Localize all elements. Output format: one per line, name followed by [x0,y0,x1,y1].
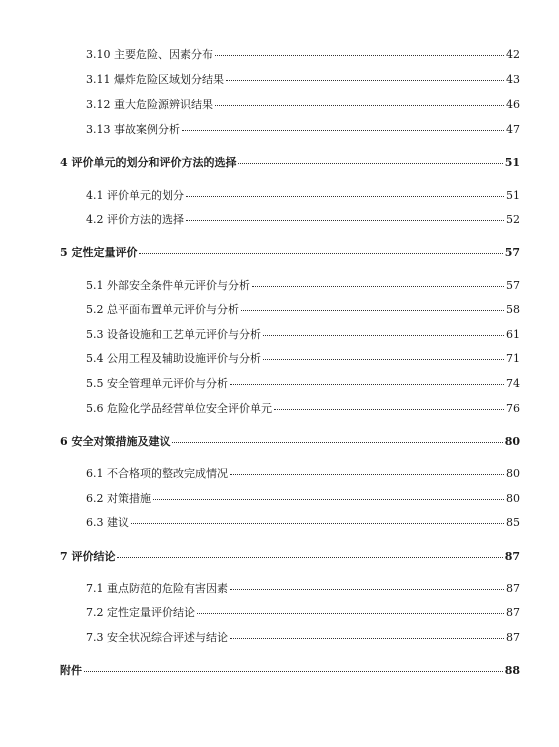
toc-entry-page: 80 [506,467,520,480]
toc-entry-page: 61 [506,328,520,341]
toc-entry-title: 7 评价结论 [60,550,116,563]
toc-entry-title: 3.13 事故案例分析 [86,123,180,136]
toc-entry-5-2[interactable] [86,303,520,317]
toc-entry-3-12[interactable] [86,98,520,112]
toc-entry-title: 4.1 评价单元的划分 [86,189,184,202]
toc-entry-title: 7.2 定性定量评价结论 [86,606,195,619]
toc-entry-title: 3.12 重大危险源辨识结果 [86,98,213,111]
toc-entry-title: 5 定性定量评价 [60,246,138,259]
toc-entry-page: 57 [506,279,520,292]
toc-entry-title: 6.1 不合格项的整改完成情况 [86,467,228,480]
toc-appendix[interactable] [60,664,520,678]
toc-entry-page: 42 [506,48,520,61]
toc-entry-title: 6.3 建议 [86,516,129,529]
toc-entry-4-2[interactable] [86,213,520,227]
dot-leader [172,442,502,443]
toc-entry-title: 5.3 设备设施和工艺单元评价与分析 [86,328,261,341]
dot-leader [230,589,504,590]
toc-entry-page: 85 [506,516,520,529]
toc-entry-5-1[interactable] [86,279,520,293]
dot-leader [153,499,504,500]
toc-entry-3-11[interactable] [86,73,520,87]
toc-entry-title: 7.3 安全状况综合评述与结论 [86,631,228,644]
toc-entry-page: 51 [504,156,520,169]
toc-entry-page: 57 [504,246,520,259]
toc-entry-title: 5.6 危险化学品经营单位安全评价单元 [86,402,272,415]
dot-leader [186,220,504,221]
toc-entry-title: 3.11 爆炸危险区域划分结果 [86,73,224,86]
toc-entry-3-10[interactable] [86,48,520,62]
dot-leader [197,613,504,614]
toc-entry-title: 3.10 主要危险、因素分布 [86,48,213,61]
toc-entry-7-1[interactable] [86,582,520,596]
toc-entry-page: 71 [506,352,520,365]
toc-entry-6-2[interactable] [86,492,520,506]
toc-entry-page: 47 [506,123,520,136]
dot-leader [215,55,504,56]
toc-entry-title: 5.4 公用工程及辅助设施评价与分析 [86,352,261,365]
toc-entry-page: 87 [506,606,520,619]
dot-leader [263,359,504,360]
toc-entry-page: 87 [504,550,520,563]
dot-leader [230,638,504,639]
toc-entry-5-3[interactable] [86,328,520,342]
dot-leader [238,163,502,164]
toc-entry-page: 46 [506,98,520,111]
toc-entry-page: 80 [504,435,520,448]
toc-entry-3-13[interactable] [86,123,520,137]
toc-chapter-7[interactable] [60,550,520,564]
dot-leader [182,130,504,131]
dot-leader [117,557,502,558]
toc-entry-7-3[interactable] [86,631,520,645]
toc-entry-page: 76 [506,402,520,415]
dot-leader [274,409,504,410]
dot-leader [226,80,504,81]
toc-chapter-5[interactable] [60,246,520,260]
toc-entry-title: 4 评价单元的划分和评价方法的选择 [60,156,237,169]
toc-entry-page: 88 [504,664,520,677]
toc-entry-page: 74 [506,377,520,390]
toc-entry-page: 87 [506,582,520,595]
dot-leader [139,253,502,254]
toc-chapter-4[interactable] [60,156,520,170]
toc-entry-page: 58 [506,303,520,316]
toc-entry-title: 7.1 重点防范的危险有害因素 [86,582,228,595]
toc-entry-page: 51 [506,189,520,202]
toc-entry-6-3[interactable] [86,516,520,530]
toc-chapter-6[interactable] [60,435,520,449]
toc-entry-page: 43 [506,73,520,86]
toc-entry-page: 80 [506,492,520,505]
dot-leader [84,671,503,672]
dot-leader [230,384,504,385]
toc-entry-title: 6 安全对策措施及建议 [60,435,171,448]
toc-entry-4-1[interactable] [86,189,520,203]
toc-entry-page: 87 [506,631,520,644]
toc-entry-5-4[interactable] [86,352,520,366]
toc-entry-5-5[interactable] [86,377,520,391]
toc-entry-page: 52 [506,213,520,226]
toc-entry-title: 5.5 安全管理单元评价与分析 [86,377,228,390]
dot-leader [241,310,504,311]
toc-entry-title: 附件 [60,664,82,677]
toc-entry-5-6[interactable] [86,402,520,416]
toc-entry-title: 5.1 外部安全条件单元评价与分析 [86,279,250,292]
toc-entry-title: 5.2 总平面布置单元评价与分析 [86,303,239,316]
toc-entry-6-1[interactable] [86,467,520,481]
dot-leader [263,335,504,336]
dot-leader [252,286,504,287]
toc-entry-title: 6.2 对策措施 [86,492,151,505]
toc-entry-7-2[interactable] [86,606,520,620]
toc-entry-title: 4.2 评价方法的选择 [86,213,184,226]
dot-leader [131,523,504,524]
dot-leader [230,474,504,475]
dot-leader [186,196,504,197]
dot-leader [215,105,504,106]
